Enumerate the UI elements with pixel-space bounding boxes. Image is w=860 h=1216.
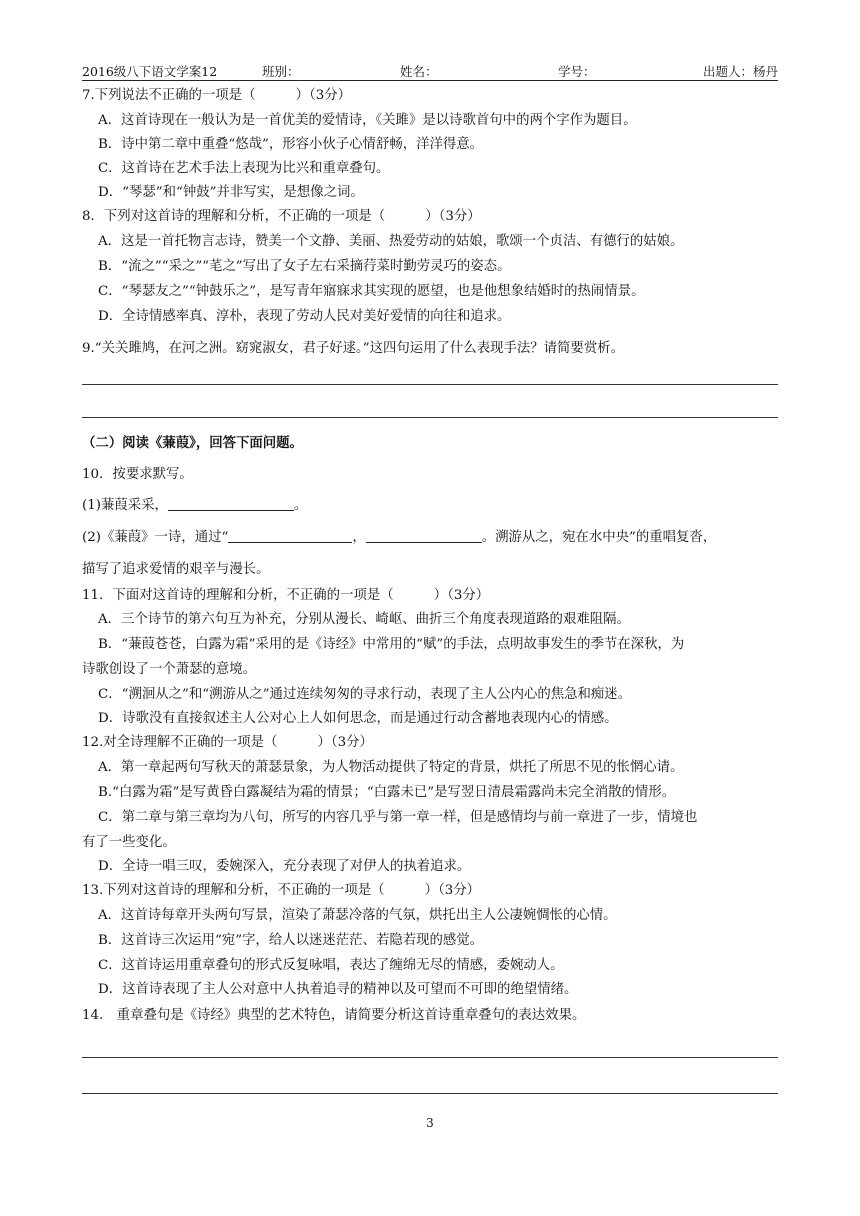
question-7-option-a: A．这首诗现在一般认为是一首优美的爱情诗，《关雎》是以诗歌首句中的两个字作为题目。: [98, 113, 637, 128]
fill-blank[interactable]: [366, 528, 482, 543]
question-7-option-d: D．“琴瑟”和“钟鼓”并非写实，是想像之词。: [98, 185, 364, 200]
part-1-end: 。: [293, 498, 308, 513]
question-8-option-b: B．“流之”“采之”“芼之”写出了女子左右采摘荇菜时勤劳灵巧的姿态。: [98, 259, 511, 274]
part-1-text: (1)蒹葭采采，: [82, 498, 168, 513]
fill-blank[interactable]: [168, 496, 294, 511]
class-label: 班别：: [262, 64, 300, 79]
question-10-part-1: [82, 496, 778, 516]
answer-line[interactable]: [82, 1093, 778, 1094]
question-8-option-a: A．这是一首托物言志诗，赞美一个文静、美丽、热爱劳动的姑娘，歌颂一个贞洁、有德行的姑娘。: [98, 234, 684, 249]
question-11-option-d: D．诗歌没有直接叙述主人公对心上人如何思念，而是通过行动含蓄地表现内心的情感。: [98, 711, 618, 726]
page-number: 3: [426, 1116, 434, 1130]
question-12-option-d: D．全诗一唱三叹，委婉深入，充分表现了对伊人的执着追求。: [98, 859, 471, 874]
question-9-stem: 9.“关关雎鸠，在河之洲。窈窕淑女，君子好逑。”这四句运用了什么表现手法？请简要赏析。: [82, 341, 624, 356]
name-label: 姓名：: [400, 64, 438, 79]
question-13-stem: 13.下列对这首诗的理解和分析，不正确的一项是（ ）（3分）: [82, 883, 481, 898]
question-10-part-2-cont: 描写了追求爱情的艰辛与漫长。: [82, 562, 270, 577]
question-14-stem: 14. 重章叠句是《诗经》典型的艺术特色，请简要分析这首诗重章叠句的表达效果。: [82, 1008, 586, 1023]
question-12-option-c-cont: 有了一些变化。: [82, 835, 176, 850]
answer-line[interactable]: [82, 1057, 778, 1058]
part-2-text-end: 。溯游从之，宛在水中央”的重唱复沓，: [481, 530, 717, 545]
author-label: 出题人：杨丹: [702, 64, 778, 79]
question-8-stem: 8．下列对这首诗的理解和分析，不正确的一项是（ ）（3分）: [82, 209, 481, 224]
question-7-option-c: C．这首诗在艺术手法上表现为比兴和重章叠句。: [98, 161, 390, 176]
question-13-option-d: D．这首诗表现了主人公对意中人执着追寻的精神以及可望而不可即的绝望情绪。: [98, 982, 578, 997]
question-11-option-a: A．三个诗节的第六句互为补充，分别从漫长、崎岖、曲折三个角度表现道路的艰难阻隔。: [98, 612, 630, 627]
question-7-option-b: B．诗中第二章中重叠“悠哉”，形容小伙子心情舒畅，洋洋得意。: [98, 137, 484, 152]
page-header: [82, 60, 778, 81]
question-11-stem: 11．下面对这首诗的理解和分析，不正确的一项是（ ）（3分）: [82, 588, 490, 603]
question-13-option-a: A．这首诗每章开头两句写景，渲染了萧瑟冷落的气氛，烘托出主人公凄婉惆怅的心情。: [98, 908, 617, 923]
question-12-option-c: C．第二章与第三章均为八句，所写的内容几乎与第一章一样，但是感情均与前一章进了一步，情境也: [98, 810, 698, 825]
question-7-stem: 7.下列说法不正确的一项是（ ）（3分）: [82, 88, 352, 103]
question-13-option-c: C．这首诗运用重章叠句的形式反复咏唱，表达了缠绵无尽的情感，委婉动人。: [98, 958, 564, 973]
fill-blank[interactable]: [228, 528, 352, 543]
answer-line[interactable]: [82, 417, 778, 418]
question-8-option-d: D．全诗情感率真、淳朴，表现了劳动人民对美好爱情的向往和追求。: [98, 309, 511, 324]
answer-line[interactable]: [82, 384, 778, 385]
question-10-stem: 10．按要求默写。: [82, 467, 193, 482]
question-10-part-2: [82, 528, 778, 548]
part-2-text: (2)《蒹葭》一诗，通过“: [82, 530, 229, 545]
part-2-comma: ，: [352, 530, 366, 545]
course-title: 2016级八下语文学案12: [82, 64, 218, 79]
question-12-option-b: B.“白露为霜”是写黄昏白露凝结为霜的情景；“白露未已”是写翌日清晨霜露尚未完全消散的情形。: [98, 785, 676, 800]
question-11-option-b-cont: 诗歌创设了一个萧瑟的意境。: [82, 662, 257, 677]
question-12-option-a: A．第一章起两句写秋天的萧瑟景象，为人物活动提供了特定的背景，烘托了所思不见的怅惘心请。: [98, 760, 684, 775]
question-11-option-b: B．“蒹葭苍苍，白露为霜”采用的是《诗经》中常用的“赋”的手法，点明故事发生的季节在深秋，为: [98, 637, 685, 652]
question-12-stem: 12.对全诗理解不正确的一项是（ ）（3分）: [82, 735, 373, 750]
question-13-option-b: B．这首诗三次运用“宛”字，给人以迷迷茫茫、若隐若现的感觉。: [98, 933, 484, 948]
question-8-option-c: C．“琴瑟友之”“钟鼓乐之”，是写青年寤寐求其实现的愿望，也是他想象结婚时的热闹情景。: [98, 284, 645, 299]
section-2-title: （二）阅读《蒹葭》，回答下面问题。: [82, 436, 303, 451]
student-number-label: 学号：: [558, 64, 596, 79]
question-11-option-c: C．“溯洄从之”和“溯游从之”通过连续匆匆的寻求行动，表现了主人公内心的焦急和痴迷。: [98, 687, 632, 702]
